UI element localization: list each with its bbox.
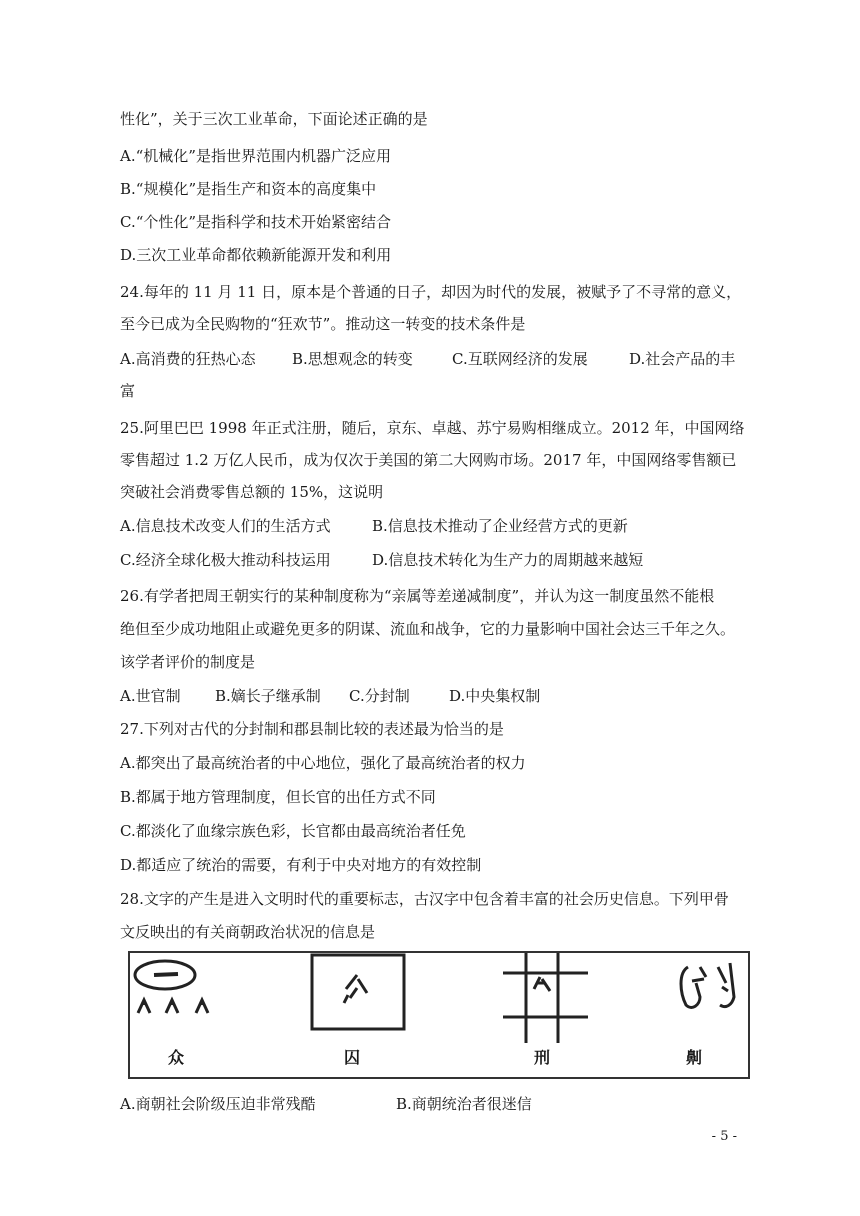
q28-stem-line2: 文反映出的有关商朝政治状况的信息是 (120, 923, 376, 941)
q27-option-b: B.都属于地方管理制度，但长官的出任方式不同 (120, 788, 436, 806)
oracle-zhong-icon (130, 953, 280, 1043)
q24-stem-line2: 至今已成为全民购物的“狂欢节”。推动这一转变的技术条件是 (120, 315, 526, 333)
q25-option-a: A.信息技术改变人们的生活方式 (120, 517, 331, 535)
q26-option-b: B.嫡长子继承制 (215, 687, 321, 705)
q27-option-a: A.都突出了最高统治者的中心地位，强化了最高统治者的权力 (120, 754, 526, 772)
glyph-caption-qiu: 囚 (344, 1048, 361, 1067)
q25-option-d: D.信息技术转化为生产力的周期越来越短 (372, 551, 644, 569)
q23-option-a: A.“机械化”是指世界范围内机器广泛应用 (120, 147, 391, 165)
q27-option-d: D.都适应了统治的需要，有利于中央对地方的有效控制 (120, 856, 482, 874)
q25-stem-line1: 25.阿里巴巴 1998 年正式注册，随后，京东、卓越、苏宁易购相继成立。2012 年，中国网络 (120, 419, 745, 437)
oracle-xing-icon (498, 953, 618, 1043)
q28-option-b: B.商朝统治者很迷信 (396, 1095, 532, 1113)
q25-option-b: B.信息技术推动了企业经营方式的更新 (372, 517, 628, 535)
q26-option-a: A.世官制 (120, 687, 181, 705)
glyph-caption-xing: 刑 (534, 1048, 551, 1067)
q25-stem-line2: 零售超过 1.2 万亿人民币，成为仅次于美国的第二大网购市场。2017 年，中国网络零售额已 (120, 451, 737, 469)
q26-stem-line1: 26.有学者把周王朝实行的某种制度称为“亲属等差递减制度”，并认为这一制度虽然不能根 (120, 587, 715, 605)
glyph-caption-yi: 劓 (686, 1048, 703, 1067)
q24-option-a: A.高消费的狂热心态 (120, 350, 256, 368)
q28-stem-line1: 28.文字的产生是进入文明时代的重要标志，古汉字中包含着丰富的社会历史信息。下列甲骨 (120, 890, 729, 908)
glyph-cell-yi (670, 953, 750, 1077)
q23-option-d: D.三次工业革命都依赖新能源开发和利用 (120, 246, 392, 264)
q23-option-c: C.“个性化”是指科学和技术开始紧密结合 (120, 213, 392, 231)
oracle-qiu-icon (302, 953, 452, 1043)
q23-option-b: B.“规模化”是指生产和资本的高度集中 (120, 180, 377, 198)
oracle-yi-icon (670, 953, 750, 1043)
glyph-cell-zhong (130, 953, 280, 1077)
q24-option-b: B.思想观念的转变 (292, 350, 413, 368)
page-number: - 5 - (711, 1129, 737, 1144)
q23-stem: 性化”，关于三次工业革命，下面论述正确的是 (120, 110, 428, 128)
q26-option-c: C.分封制 (349, 687, 410, 705)
q24-option-d: D.社会产品的丰 (629, 350, 736, 368)
q24-option-c: C.互联网经济的发展 (452, 350, 588, 368)
q28-option-a: A.商朝社会阶级压迫非常残酷 (120, 1095, 316, 1113)
glyph-caption-zhong: 众 (168, 1048, 185, 1067)
q27-option-c: C.都淡化了血缘宗族色彩，长官都由最高统治者任免 (120, 822, 466, 840)
q26-option-d: D.中央集权制 (449, 687, 541, 705)
q26-stem-line3: 该学者评价的制度是 (120, 653, 256, 671)
q25-option-c: C.经济全球化极大推动科技运用 (120, 551, 331, 569)
q24-option-d-cont: 富 (120, 382, 136, 400)
glyph-cell-xing (498, 953, 618, 1077)
q25-stem-line3: 突破社会消费零售总额的 15%，这说明 (120, 483, 384, 501)
q26-stem-line2: 绝但至少成功地阻止或避免更多的阴谋、流血和战争，它的力量影响中国社会达三千年之久。 (120, 620, 736, 638)
oracle-bone-figure (128, 951, 750, 1079)
glyph-cell-qiu (302, 953, 452, 1077)
q24-stem-line1: 24.每年的 11 月 11 日，原本是个普通的日子，却因为时代的发展，被赋予了不寻常的意义， (120, 283, 742, 301)
q27-stem: 27.下列对古代的分封制和郡县制比较的表述最为恰当的是 (120, 720, 504, 738)
